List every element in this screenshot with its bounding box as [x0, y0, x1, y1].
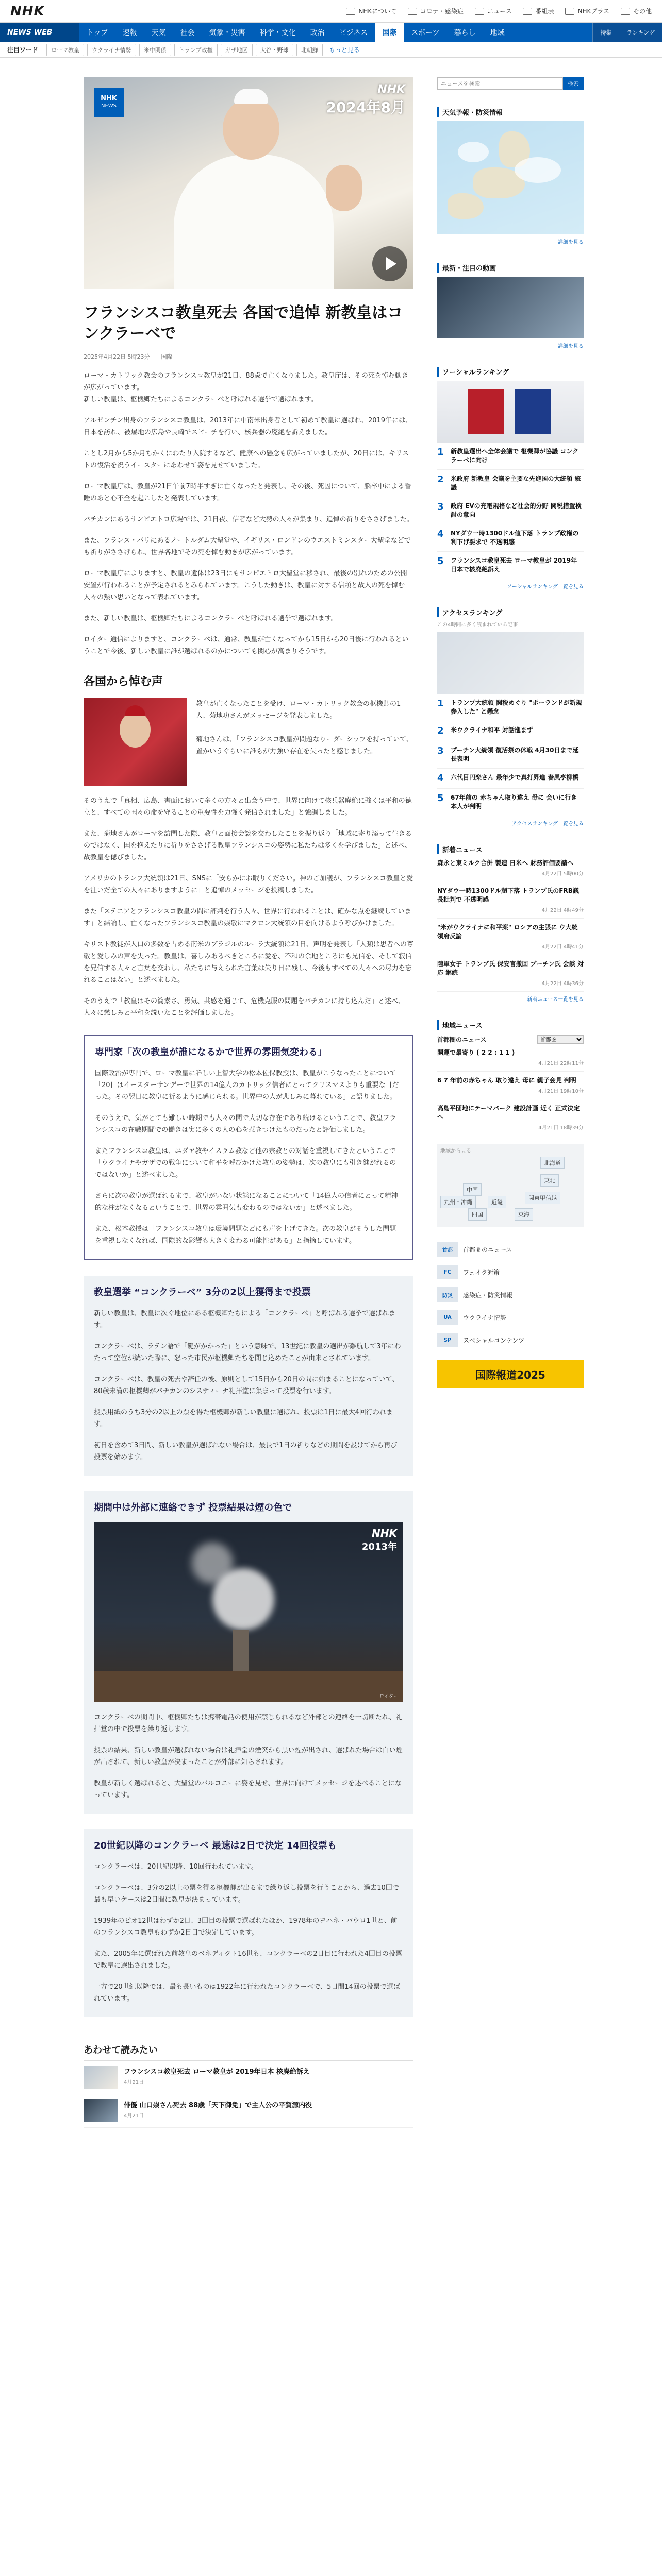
nav-item-sports[interactable]: スポーツ — [411, 29, 440, 37]
smoke-photo — [94, 1522, 403, 1702]
region-kinki[interactable]: 近畿 — [488, 1196, 506, 1208]
quick-link-special[interactable]: SP スペシャルコンテンツ — [437, 1329, 584, 1351]
sign-graphic — [468, 389, 504, 434]
cardinal-figure — [84, 698, 413, 786]
nav-item-region[interactable]: 地域 — [490, 29, 505, 37]
rank-number: 4 — [437, 529, 444, 539]
fact-check-icon: FC — [437, 1265, 458, 1279]
related-title: フランシスコ教皇死去 ローマ教皇が 2019年日本 核廃絶訴え — [124, 2068, 310, 2076]
access-ranking-thumbnail[interactable] — [437, 632, 584, 694]
photo-stamp: NHK 2013年 — [361, 1527, 397, 1552]
smoke-title: 期間中は外部に連絡できず 投票結果は煙の色で — [94, 1502, 292, 1513]
header-link-plus[interactable]: NHKプラス — [565, 7, 609, 15]
quick-link-fake[interactable]: FC フェイク対策 — [437, 1261, 584, 1283]
special-icon: SP — [437, 1333, 458, 1347]
conclave-section — [84, 1276, 413, 1476]
header-link-about[interactable]: NHKについて — [346, 7, 396, 15]
related-date: 4月21日 — [124, 2113, 144, 2119]
access-ranking-heading: アクセスランキング — [437, 607, 584, 617]
trending-label: 注目ワード — [7, 46, 39, 54]
header-link-covid[interactable]: コロナ・感染症 — [408, 7, 464, 15]
hero-figure-head — [223, 98, 279, 160]
access-ranking-note: この4時間に多く読まれている記事 — [437, 622, 518, 628]
history-title: 20世紀以降のコンクラーベ 最速は2日で決定 14回投票も — [94, 1840, 337, 1851]
quick-link-ukraine[interactable]: UA ウクライナ情勢 — [437, 1306, 584, 1329]
regional-news-item[interactable]: 開運で最寄り ( 2 2 : 1 1 ) 4月21日 22時11分 — [437, 1044, 584, 1072]
rank-number: 5 — [437, 556, 444, 567]
rank-number: 5 — [437, 793, 444, 804]
social-ranking-heading: ソーシャルランキング — [437, 367, 584, 377]
article-paragraph: またフランシスコ教皇は、ユダヤ教やイスラム教など他の宗教との対話を重視してきたということで「ウクライナやガザでの戦争について和平を呼びかけた教皇の姿勢は、次の教皇にも引き継がれるのではないか」と述べました。 — [95, 1147, 396, 1179]
social-ranking-item[interactable]: 4 NYダウ一時1300ドル値下落 トランプ政権の利下げ要求で 不透明感 — [437, 524, 584, 552]
nav-features[interactable]: 特集 — [592, 23, 619, 42]
rank-number: 1 — [437, 447, 444, 457]
rank-number: 2 — [437, 725, 444, 736]
article-genre[interactable]: 国際 — [161, 353, 173, 360]
article-paragraph: また、2005年に選ばれた前教皇のベネディクト16世も、コンクラーベの2日目に行われた4回目の投票で教皇に選出されました。 — [94, 1950, 402, 1970]
related-title: 俳優 山口崇さん死去 88歳「天下御免」で主人公の平賀源内役 — [124, 2102, 312, 2109]
square-icon — [621, 8, 630, 15]
nav-item-science[interactable]: 科学・文化 — [259, 29, 296, 37]
related-item[interactable] — [84, 2061, 413, 2094]
weather-heading: 天気予報・防災情報 — [437, 107, 584, 117]
hero-figure-cap — [234, 89, 268, 104]
nav-item-international[interactable]: 国際 — [375, 23, 404, 42]
new-news-heading: 新着ニュース — [437, 844, 584, 854]
article-paragraph: また、菊地さんがローマを訪問した際、教皇と面接会談を交わしたことを振り返り「地域に寄り添って生きるのではなく、国を抱えたりに祈りをささげる教皇フランシスコの姿勢に私たちは多くを学びました」と述べ、故教皇を偲びました。 — [84, 830, 412, 861]
article-paragraph: 投票用紙のうち3分の2以上の票を得た枢機卿が新しい教皇に選ばれ、投票は1日に最大4回行われます。 — [94, 1409, 393, 1428]
article-paragraph: さらに次の教皇が選ばれるまで、教皇がいない状態になることについて「14億人の信者にとって精神的な柱がなくなるということで、世界の雰囲気も変わるのではないか」と述べました。 — [95, 1192, 398, 1212]
social-ranking-thumbnail[interactable] — [437, 381, 584, 443]
hero-video[interactable] — [84, 77, 413, 289]
trending-chip[interactable]: ガザ地区 — [221, 44, 253, 56]
regional-selector — [437, 1035, 584, 1044]
weather-map[interactable] — [437, 121, 584, 234]
region-tohoku[interactable]: 東北 — [540, 1174, 559, 1187]
map-cloud — [515, 157, 561, 183]
nav-item-top[interactable]: トップ — [87, 29, 108, 37]
access-ranking-item[interactable]: 5 67年前の 赤ちゃん取り違え 母に 会いに行き 本人が判明 — [437, 789, 584, 816]
regional-news-heading: 地域ニュース — [437, 1020, 584, 1030]
header-link-news[interactable]: ニュース — [475, 7, 511, 15]
trending-chip[interactable]: ローマ教皇 — [46, 44, 84, 56]
header-links — [346, 7, 652, 15]
access-ranking-item[interactable]: 2 米ウクライナ和平 対話進まず — [437, 721, 584, 741]
region-tokai[interactable]: 東海 — [515, 1208, 533, 1221]
access-ranking-item[interactable]: 4 六代目円楽さん 最年少で真打昇進 春風亭柳橋 — [437, 769, 584, 789]
article-paragraph: また、新しい教皇は、枢機卿たちによるコンクラーベと呼ばれる選挙で選ばれます。 — [84, 615, 338, 622]
map-land — [448, 193, 484, 219]
article-paragraph: コンクラーベの期間中、枢機卿たちは携帯電話の使用が禁じられるなど外部との連絡を一切断たれ、礼拝堂の中で投票を繰り返します。 — [94, 1714, 403, 1733]
new-news-item[interactable]: 森永と東ミルク合併 製造 日米へ 財務評価要請へ 4月22日 5時00分 — [437, 854, 584, 882]
article-paragraph: 新しい教皇は、教皇に次ぐ地位にある枢機卿たちによる「コンクラーベ」と呼ばれる選挙で選ばれます。 — [94, 1310, 395, 1329]
social-ranking-item[interactable]: 1 新教皇選出へ全体会議で 枢機卿が協議 コンクラーベに向け — [437, 443, 584, 470]
latest-video-heading: 最新・注目の動画 — [437, 263, 584, 273]
access-ranking-more-link[interactable]: アクセスランキング一覧を見る — [511, 821, 584, 827]
square-icon — [523, 8, 532, 15]
trending-more-link[interactable]: もっと見る — [328, 46, 360, 54]
article-paragraph: コンクラーベは、3分の2以上の票を得る枢機卿が出るまで繰り返し投票を行うことから、過去10回で最も早いケースは2日間に教皇が決まっています。 — [94, 1884, 399, 1904]
smoke-puff — [212, 1568, 274, 1630]
latest-video-more-link[interactable]: 詳細を見る — [558, 344, 584, 349]
nhk-logo[interactable]: NHK — [10, 3, 45, 19]
chapel-roof — [94, 1671, 403, 1702]
article-paragraph: また「ステニアとプランシスコ教皇の間に評判を行う人々、世界に行われることは、確かな点を継続しています」と結論し、亡くなったフランシスコ教皇の崇敬にマクロン大統領の目を向けるよう呼びかけました。 — [84, 908, 411, 927]
trending-chip[interactable]: 大谷・野球 — [256, 44, 293, 56]
article-paragraph: アルゼンチン出身のフランシスコ教皇は、2013年に中南米出身者として初めて教皇に選ばれ、2019年には、日本を訪れ、被爆地の広島や長崎でスピーチを行い、核兵器の廃絶を訴えました。 — [84, 417, 412, 436]
hero-stamp: NHK 2024年8月 — [326, 83, 405, 116]
trending-chip[interactable]: トランプ政権 — [174, 44, 218, 56]
quick-link-metro[interactable]: 首都 首都圏のニュース — [437, 1238, 584, 1261]
regional-news-item[interactable]: 高島平団地にテーマパーク 建設計画 近く 正式決定へ 4月21日 18時39分 — [437, 1099, 584, 1136]
related-item[interactable] — [84, 2094, 413, 2128]
article-paragraph: アメリカのトランプ大統領は21日、SNSに「安らかにお眠りください。神のご加護が、フランシスコ教皇と愛を注いだ全ての人々にありますように」と追悼のメッセージを投稿しました。 — [84, 875, 413, 894]
article-paragraph: 教皇が新しく選ばれると、大聖堂のバルコニーに姿を見せ、世界に向けてメッセージを述べることになっています。 — [94, 1780, 402, 1799]
article-paragraph: ロイター通信によりますと、コンクラーベは、通常、教皇が亡くなってから15日から20日後に行われるということで今後、新しい教皇に誰が選ばれるのかについても関心が高まりそうです。 — [84, 636, 409, 655]
search-box — [437, 77, 584, 90]
square-icon — [408, 8, 417, 15]
expert-box — [84, 1035, 413, 1260]
region-chugoku[interactable]: 中国 — [463, 1183, 482, 1196]
quick-links — [437, 1238, 584, 1351]
regional-news-item[interactable]: 6 7 年前の赤ちゃん 取り違え 母に 親子会見 判明 4月21日 19時10分 — [437, 1072, 584, 1099]
region-kanto[interactable]: 関東甲信越 — [525, 1192, 560, 1204]
related-date: 4月21日 — [124, 2080, 144, 2086]
article-paragraph: また、松本教授は「フランシスコ教皇は環境問題などにも声を上げてきた。次の教皇がそうした問題を重視しなくなれば、国際的な影響も大きく変わる可能性がある」と指摘しています。 — [95, 1225, 396, 1245]
nav-ranking[interactable]: ランキング — [619, 23, 662, 42]
region-map — [437, 1144, 584, 1227]
sidebar — [437, 77, 584, 1388]
article-paragraph: コンクラーベは、ラテン語で「鍵がかかった」という意味で、13世紀に教皇の選出が難航して3年にわたって空位が続いた際に、怒った市民が枢機卿たちを閉じ込めたことが由来とされています。 — [94, 1343, 401, 1362]
cardinal-photo — [84, 698, 187, 786]
quick-link-disaster[interactable]: 防災 感染症・防災情報 — [437, 1283, 584, 1306]
article-paragraph: そのうえで「教皇はその簡素さ、勇気、共感を通じて、危機克服の問題をバチカンに持ち込んだ」と述べ、人々に慈しみと平和を説いたことを評価しました。 — [84, 997, 405, 1017]
international-report-banner[interactable]: 国際報道2025 — [437, 1360, 584, 1388]
region-shikoku[interactable]: 四国 — [468, 1208, 487, 1221]
play-icon[interactable] — [372, 246, 407, 281]
nav-item-business[interactable]: ビジネス — [339, 29, 368, 37]
trending-chip[interactable]: 米中関係 — [139, 44, 171, 56]
article-paragraph: 初日を含めて3日間、新しい教皇が選ばれない場合は、最長で1日の祈りなどの期間を設けてから再び投票を始めます。 — [94, 1442, 398, 1461]
map-cloud — [458, 142, 489, 162]
social-ranking-item[interactable]: 2 米政府 新教皇 会議を主要な先進国の大統領 統議 — [437, 470, 584, 497]
nav-item-weather[interactable]: 天気 — [151, 29, 166, 37]
nav-item-society[interactable]: 社会 — [180, 29, 195, 37]
photo-credit: ロイター — [379, 1694, 398, 1699]
nav-item-life[interactable]: 暮らし — [454, 29, 476, 37]
regional-label: 首都圏のニュース — [437, 1036, 487, 1043]
related-heading: あわせて読みたい — [84, 2043, 413, 2061]
ukraine-icon: UA — [437, 1310, 458, 1325]
global-header — [0, 0, 662, 23]
square-icon — [346, 8, 355, 15]
square-icon — [475, 8, 484, 15]
article-paragraph: 投票の結果、新しい教皇が選ばれない場合は礼拝堂の煙突から黒い煙が出され、選ばれた場合は白い煙が出されて、新しい教皇が決まったことが外部に知らされます。 — [94, 1747, 403, 1766]
hero-figure-hand — [326, 165, 362, 211]
conclave-title: 教皇選挙 “コンクラーベ” 3分の2以上獲得まで投票 — [94, 1287, 311, 1298]
new-news-item[interactable]: "米がウクライナに和平案" ロシアの主張に ウ大統領府反論 4月22日 4時41分 — [437, 919, 584, 955]
article-paragraph: 国際政治が専門で、ローマ教皇に詳しい上智大学の松本佐保教授は、教皇がこうなったことについて「20日はイースターサンデーで世界の14億人のカトリック信者にとってクリスマスよりも重要な日だった。その翌日に教皇に祈るように感じられる。世界中の人が悲しみに暮れている」と語りました。 — [95, 1070, 399, 1101]
nav-item-breaking[interactable]: 速報 — [122, 29, 137, 37]
smoke-section — [84, 1491, 413, 1814]
nav-item-politics[interactable]: 政治 — [310, 29, 325, 37]
article-meta — [84, 352, 413, 361]
article-paragraph: また、フランス・パリにあるノートルダム大聖堂や、イギリス・ロンドンのウエストミンスター大聖堂などでも祈りがささげられ、世界各地でその死を悼む動きが広がっています。 — [84, 537, 411, 556]
article-date: 2025年4月22日 5時23分 — [84, 353, 150, 360]
region-map-label: 地域から見る — [440, 1148, 471, 1154]
latest-video-thumbnail[interactable] — [437, 277, 584, 338]
sign-graphic — [515, 389, 551, 434]
section-heading: 各国から悼む声 — [84, 675, 163, 688]
social-ranking-item[interactable]: 3 政府 EVの充電規格など社会的分野 関税措置検討の意向 — [437, 497, 584, 524]
rank-number: 2 — [437, 474, 444, 485]
article-paragraph: キリスト教徒が人口の多数を占める南米のブラジルのルーラ大統領は21日、声明を発表し「人類は思者への尊敬と愛しみの声を失った。教皇は、喜しみあるべきところに愛を、不和の余地ところにも兄信を、そして寂信を兄信する人々と言葉を交わし、私たちに与えられた言葉は失り日に残し、今後もすべての人々への尽力を忘れることはない」と述べました。 — [84, 941, 413, 984]
region-hokkaido[interactable]: 北海道 — [540, 1157, 565, 1169]
rank-number: 4 — [437, 773, 444, 784]
new-news-item[interactable]: NYダウ一時1300ドル超下落 トランプ氏のFRB議長批判で 不透明感 4月22日 4時49分 — [437, 882, 584, 919]
related-thumbnail — [84, 2099, 118, 2122]
rank-number: 1 — [437, 698, 444, 709]
search-button[interactable]: 検索 — [563, 77, 584, 90]
article-paragraph: 1939年のピオ12世はわずか2日、3回目の投票で選ばれたほか、1978年のヨハネ・パウロ1世と、前のフランシスコ教皇もわずか2日目で決定しています。 — [94, 1917, 398, 1937]
article-paragraph: 一方で20世紀以降では、最も長いものは1922年に行われたコンクラーベで、5日間14回の投票で選ばれています。 — [94, 1983, 400, 2003]
nhk-news-badge: NHK NEWS — [94, 88, 124, 117]
rank-number: 3 — [437, 745, 444, 756]
hero-figure — [174, 155, 334, 289]
nav-brand[interactable]: NEWS WEB — [0, 23, 79, 42]
header-link-schedule[interactable]: 番組表 — [523, 7, 554, 15]
article-paragraph: そのうえで、気がとても難しい時期でも人々の間で大切な存在であり続けるということで、教皇フランシスコの在職期間での働きは実に多くの人の心を惹きつけたものだったと評価しました。 — [95, 1114, 396, 1134]
chimney — [233, 1630, 249, 1671]
trending-chip[interactable]: 北朝鮮 — [296, 44, 323, 56]
related-thumbnail — [84, 2066, 118, 2089]
nav-right — [592, 23, 662, 42]
region-select[interactable] — [537, 1035, 584, 1044]
article — [84, 77, 413, 2128]
article-paragraph: ローマ・カトリック教会のフランシスコ教皇が21日、88歳で亡くなりました。教皇庁は、その死を悼む動きが広がっています。 新しい教皇は、枢機卿たちによるコンクラーベと呼ばれる選挙で選ばれます。 — [84, 372, 408, 403]
social-ranking-more-link[interactable]: ソーシャルランキング一覧を見る — [506, 584, 584, 590]
article-title: フランシスコ教皇死去 各国で追悼 新教皇はコンクラーベで — [84, 304, 403, 343]
expert-box-title: 専門家「次の教皇が誰になるかで世界の雰囲気変わる」 — [95, 1047, 327, 1058]
disaster-icon: 防災 — [437, 1287, 458, 1302]
article-paragraph: そのうえで「真相、広島、書面において多くの方々と出会う中で、世界に向けて核兵器廃絶に強くは平和の徳立と、すべての国々の命を守ることの重要性を力強く発信されました」と強調しました。 — [84, 797, 412, 817]
article-paragraph: ローマ教皇庁は、教皇が21日午前7時半すぎに亡くなったと発表し、その後、死因について、脳卒中による昏睡のあと心不全を起こしたと発表しています。 — [84, 483, 411, 502]
metro-icon: 首都 — [437, 1242, 458, 1257]
trending-words-bar — [0, 42, 662, 58]
trending-chip[interactable]: ウクライナ情勢 — [87, 44, 136, 56]
square-icon — [565, 8, 574, 15]
social-ranking-item[interactable]: 5 フランシスコ教皇死去 ローマ教皇が 2019年 日本で核廃絶訴え — [437, 552, 584, 579]
main-nav — [0, 23, 662, 42]
article-paragraph: コンクラーベは、教皇の死去や辞任の後、原則として15日から20日の間に始まることになっていて、80歳未満の枢機卿がバチカンのシスティーナ礼拝堂に集まって投票を行います。 — [94, 1376, 399, 1395]
region-kyushu[interactable]: 九州・沖縄 — [440, 1196, 476, 1208]
new-news-more-link[interactable]: 新着ニュース一覧を見る — [527, 997, 584, 1003]
search-input[interactable] — [437, 77, 563, 90]
new-news-item[interactable]: 陸軍女子 トランプ氏 保安官撤回 プーチン氏 会談 対応 継続 4月22日 4時36分 — [437, 955, 584, 992]
weather-more-link[interactable]: 詳細を見る — [558, 240, 584, 245]
article-paragraph: コンクラーベは、20世紀以降、10回行われています。 — [94, 1863, 258, 1871]
nav-item-disaster[interactable]: 気象・災害 — [209, 29, 245, 37]
access-ranking-item[interactable]: 3 プーチン大統領 復活祭の休戦 4月30日まで延長表明 — [437, 741, 584, 769]
article-paragraph: ことし2月から5か月ちかくにわたり入院するなど、健康への懸念も広がっていましたが、20日には、キリストの復活を祝うイースターにあわせて姿を見せていました。 — [84, 450, 409, 469]
history-section — [84, 1829, 413, 2017]
article-paragraph: 教皇が亡くなったことを受け、ローマ・カトリック教会の枢機卿の1人、菊地功さんがメッセージを発表しました。 菊地さんは、「フランシスコ教皇が問題なりーダーシップを持っていて、置かいうぐらいに誰もが力強い存在を失ったと感じました。 — [196, 700, 413, 755]
article-paragraph: ローマ教皇庁によりますと、教皇の遺体は23日にもサンピエトロ大聖堂に移され、最後の別れのための公開安置が行われることが予定されるとみられています。こうした動きは、教皇に対する信頼と故人の死を悼む人々の熱い思いとなって表れています。 — [84, 570, 407, 601]
rank-number: 3 — [437, 501, 444, 512]
access-ranking-item[interactable]: 1 トランプ大統領 関税めぐり "ポーランドが新規参入した" と懸念 — [437, 694, 584, 721]
article-paragraph: バチカンにあるサンピエトロ広場では、21日夜、信者など大勢の人々が集まり、追悼の祈りをささげました。 — [84, 516, 413, 523]
header-link-other[interactable]: その他 — [621, 7, 652, 15]
